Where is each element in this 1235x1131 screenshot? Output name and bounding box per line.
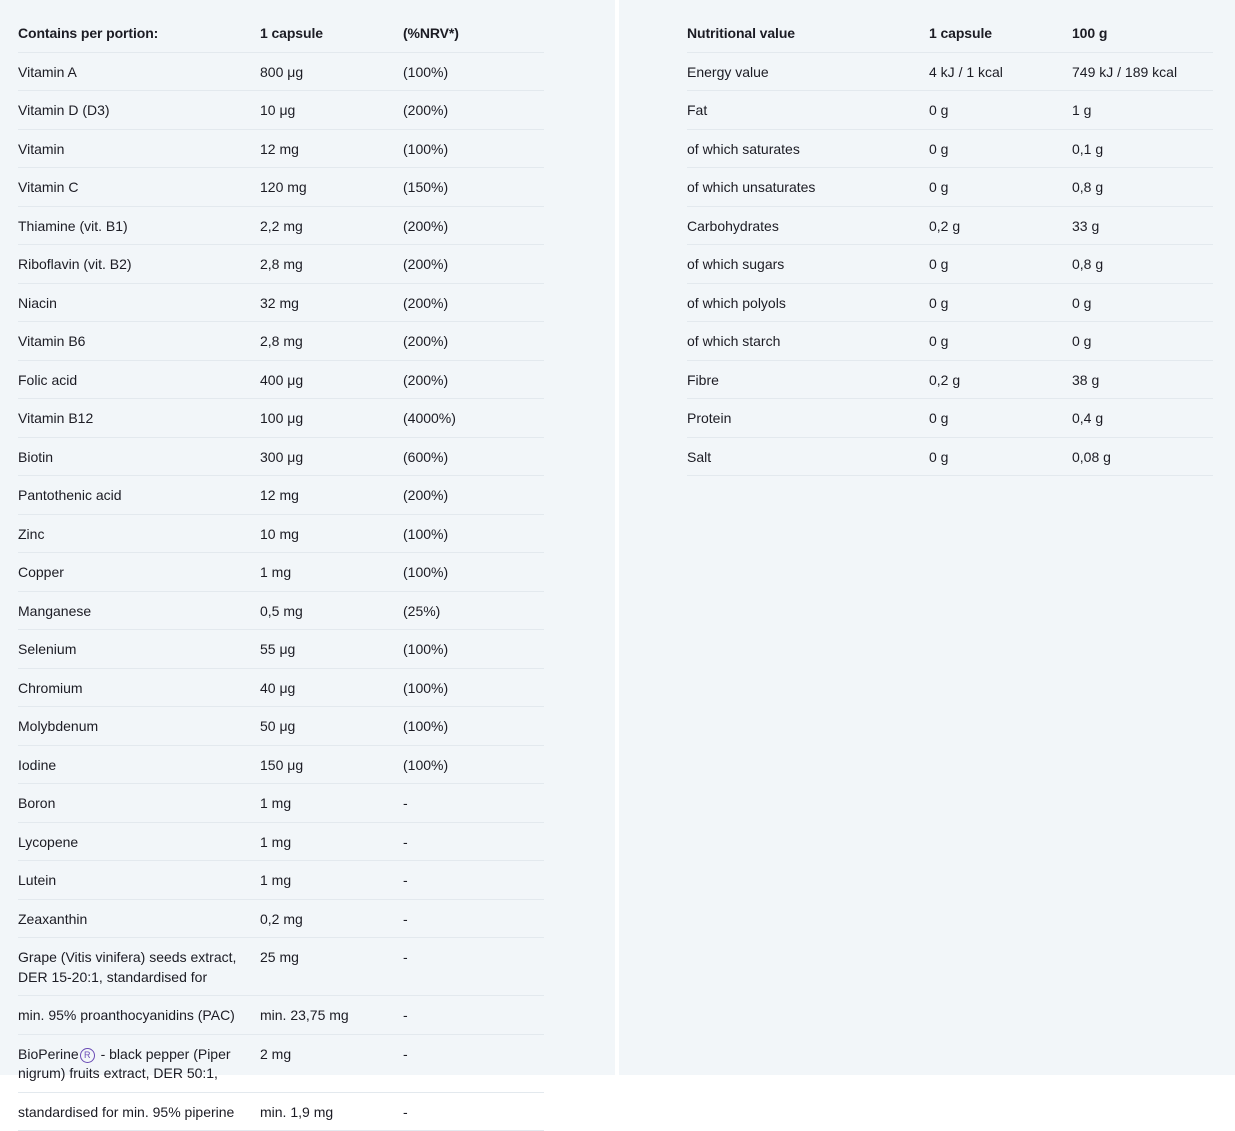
ingredient-nrv: (150%): [403, 168, 544, 207]
ingredient-amount: 150 μg: [260, 745, 403, 784]
nutrient-per-100g: 0 g: [1072, 322, 1213, 361]
nutrition-panel: [619, 0, 1235, 1075]
vitamins-table: [18, 14, 544, 1131]
nutrient-name: Protein: [687, 399, 929, 438]
ingredient-amount: 1 mg: [260, 553, 403, 592]
table-row: [18, 668, 544, 707]
nutrient-name: of which polyols: [687, 283, 929, 322]
ingredient-nrv: -: [403, 861, 544, 900]
nutrition-table-header-row: [687, 14, 1213, 52]
table-row: [18, 129, 544, 168]
ingredient-amount: 1 mg: [260, 822, 403, 861]
ingredient-amount: 50 μg: [260, 707, 403, 746]
ingredient-nrv: (100%): [403, 745, 544, 784]
table-row: [18, 283, 544, 322]
ingredient-nrv: (600%): [403, 437, 544, 476]
ingredient-nrv: (200%): [403, 245, 544, 284]
ingredient-nrv: (100%): [403, 129, 544, 168]
nutrient-per-capsule: 4 kJ / 1 kcal: [929, 52, 1072, 91]
ingredient-nrv: (100%): [403, 668, 544, 707]
header-100g: 100 g: [1072, 14, 1213, 52]
ingredient-nrv: (100%): [403, 553, 544, 592]
table-row: [18, 591, 544, 630]
ingredient-name: Vitamin C: [18, 168, 260, 207]
ingredient-name: Manganese: [18, 591, 260, 630]
ingredient-name: Selenium: [18, 630, 260, 669]
ingredient-name: Vitamin B6: [18, 322, 260, 361]
ingredient-name: Boron: [18, 784, 260, 823]
header-1-capsule: 1 capsule: [260, 14, 403, 52]
table-row: [687, 129, 1213, 168]
ingredient-amount: 25 mg: [260, 938, 403, 996]
nutrient-per-100g: 0,1 g: [1072, 129, 1213, 168]
ingredient-name: min. 95% proanthocyanidins (PAC): [18, 996, 260, 1035]
ingredient-nrv: (200%): [403, 360, 544, 399]
ingredient-amount: 1 mg: [260, 784, 403, 823]
table-row: [18, 630, 544, 669]
ingredient-name: Grape (Vitis vinifera) seeds extract, DER 15-20:1, standardised for: [18, 938, 260, 996]
nutrient-per-100g: 0,4 g: [1072, 399, 1213, 438]
ingredient-amount: 2,8 mg: [260, 245, 403, 284]
ingredient-name: [18, 1034, 260, 1092]
ingredient-amount: 10 mg: [260, 514, 403, 553]
ingredient-amount: min. 1,9 mg: [260, 1092, 403, 1131]
table-row: [687, 437, 1213, 476]
table-row: [18, 784, 544, 823]
table-row: [18, 360, 544, 399]
ingredient-amount: 32 mg: [260, 283, 403, 322]
header-1-capsule: 1 capsule: [929, 14, 1072, 52]
table-row: [18, 861, 544, 900]
nutrient-per-capsule: 0 g: [929, 283, 1072, 322]
nutrient-name: of which starch: [687, 322, 929, 361]
table-row: [687, 360, 1213, 399]
bioperine-brand: BioPerine: [18, 1045, 79, 1062]
nutrient-per-capsule: 0 g: [929, 399, 1072, 438]
ingredient-nrv: (100%): [403, 630, 544, 669]
ingredient-amount: 300 μg: [260, 437, 403, 476]
nutrient-per-capsule: 0 g: [929, 245, 1072, 284]
table-row: [687, 91, 1213, 130]
ingredient-nrv: -: [403, 899, 544, 938]
nutrient-per-capsule: 0 g: [929, 91, 1072, 130]
ingredient-name: Vitamin D (D3): [18, 91, 260, 130]
ingredient-name: Molybdenum: [18, 707, 260, 746]
table-row: [18, 938, 544, 996]
header-nrv: (%NRV*): [403, 14, 544, 52]
table-row: [687, 399, 1213, 438]
ingredient-amount: 40 μg: [260, 668, 403, 707]
ingredient-name: Iodine: [18, 745, 260, 784]
ingredient-amount: 100 μg: [260, 399, 403, 438]
ingredient-nrv: (200%): [403, 283, 544, 322]
table-row: [687, 245, 1213, 284]
nutrient-per-100g: 33 g: [1072, 206, 1213, 245]
nutrient-name: Carbohydrates: [687, 206, 929, 245]
ingredient-name: Zeaxanthin: [18, 899, 260, 938]
ingredient-amount: 2,2 mg: [260, 206, 403, 245]
nutrient-per-100g: 0 g: [1072, 283, 1213, 322]
nutrient-name: of which unsaturates: [687, 168, 929, 207]
table-row: [18, 745, 544, 784]
ingredient-amount: 12 mg: [260, 476, 403, 515]
ingredient-nrv: (100%): [403, 707, 544, 746]
nutrient-name: Salt: [687, 437, 929, 476]
nutrient-name: Energy value: [687, 52, 929, 91]
table-row: [687, 52, 1213, 91]
ingredient-name: standardised for min. 95% piperine: [18, 1092, 260, 1131]
ingredient-name: Chromium: [18, 668, 260, 707]
table-row: [18, 91, 544, 130]
table-row: [687, 283, 1213, 322]
ingredient-amount: 12 mg: [260, 129, 403, 168]
table-row: [18, 322, 544, 361]
ingredient-name: Niacin: [18, 283, 260, 322]
nutrient-per-capsule: 0 g: [929, 437, 1072, 476]
table-row: [18, 476, 544, 515]
ingredient-nrv: -: [403, 1034, 544, 1092]
header-contains-per-portion: Contains per portion:: [18, 14, 260, 52]
bioperine-description: - black pepper (Piper nigrum) fruits extract, DER 50:1,: [18, 1045, 231, 1081]
ingredient-amount: 400 μg: [260, 360, 403, 399]
ingredient-nrv: (200%): [403, 476, 544, 515]
nutrient-name: Fibre: [687, 360, 929, 399]
ingredient-name: Vitamin B12: [18, 399, 260, 438]
nutrition-table: [687, 14, 1213, 476]
nutrient-per-capsule: 0,2 g: [929, 360, 1072, 399]
nutrient-name: Fat: [687, 91, 929, 130]
nutrient-per-100g: 38 g: [1072, 360, 1213, 399]
ingredient-name: Lutein: [18, 861, 260, 900]
nutrient-per-capsule: 0 g: [929, 322, 1072, 361]
header-nutritional-value: Nutritional value: [687, 14, 929, 52]
ingredient-nrv: -: [403, 822, 544, 861]
nutrient-per-capsule: 0 g: [929, 168, 1072, 207]
ingredient-nrv: (4000%): [403, 399, 544, 438]
table-row: [18, 437, 544, 476]
ingredient-nrv: -: [403, 938, 544, 996]
table-row: [18, 168, 544, 207]
table-row: [18, 245, 544, 284]
vitamins-panel: [0, 0, 615, 1120]
ingredient-amount: 0,5 mg: [260, 591, 403, 630]
table-row: [18, 822, 544, 861]
nutrient-per-100g: 0,08 g: [1072, 437, 1213, 476]
nutrient-name: of which sugars: [687, 245, 929, 284]
table-row: [18, 206, 544, 245]
ingredient-nrv: (200%): [403, 206, 544, 245]
ingredient-nrv: (25%): [403, 591, 544, 630]
nutrient-per-100g: 749 kJ / 189 kcal: [1072, 52, 1213, 91]
table-row: [687, 322, 1213, 361]
ingredient-name: Vitamin: [18, 129, 260, 168]
table-row: [18, 707, 544, 746]
ingredient-amount: 55 μg: [260, 630, 403, 669]
ingredient-name: Folic acid: [18, 360, 260, 399]
table-row: [18, 52, 544, 91]
ingredient-amount: 1 mg: [260, 861, 403, 900]
table-row: [18, 1092, 544, 1131]
nutrient-per-100g: 0,8 g: [1072, 168, 1213, 207]
ingredient-nrv: -: [403, 996, 544, 1035]
table-row: [687, 168, 1213, 207]
ingredient-amount: 10 μg: [260, 91, 403, 130]
ingredient-nrv: (200%): [403, 91, 544, 130]
ingredient-amount: 2,8 mg: [260, 322, 403, 361]
ingredient-name: Thiamine (vit. B1): [18, 206, 260, 245]
ingredient-amount: min. 23,75 mg: [260, 996, 403, 1035]
table-row: [18, 899, 544, 938]
vitamins-table-header-row: [18, 14, 544, 52]
ingredient-nrv: (100%): [403, 52, 544, 91]
ingredient-name: Vitamin A: [18, 52, 260, 91]
ingredient-name: Biotin: [18, 437, 260, 476]
ingredient-amount: 800 μg: [260, 52, 403, 91]
ingredient-name: Pantothenic acid: [18, 476, 260, 515]
ingredient-name: Copper: [18, 553, 260, 592]
table-row: [687, 206, 1213, 245]
nutrient-per-100g: 0,8 g: [1072, 245, 1213, 284]
nutrient-name: of which saturates: [687, 129, 929, 168]
nutrient-per-capsule: 0 g: [929, 129, 1072, 168]
table-row: [18, 514, 544, 553]
ingredient-nrv: (200%): [403, 322, 544, 361]
table-row: [18, 553, 544, 592]
nutrient-per-capsule: 0,2 g: [929, 206, 1072, 245]
ingredient-name: Lycopene: [18, 822, 260, 861]
ingredient-name: Zinc: [18, 514, 260, 553]
table-row: [18, 399, 544, 438]
ingredient-nrv: -: [403, 784, 544, 823]
ingredient-name: Riboflavin (vit. B2): [18, 245, 260, 284]
ingredient-amount: 120 mg: [260, 168, 403, 207]
table-row: [18, 996, 544, 1035]
table-row: [18, 1034, 544, 1092]
ingredient-nrv: -: [403, 1092, 544, 1131]
registered-trademark-icon: R: [80, 1048, 95, 1063]
ingredient-amount: 0,2 mg: [260, 899, 403, 938]
nutrient-per-100g: 1 g: [1072, 91, 1213, 130]
ingredient-amount: 2 mg: [260, 1034, 403, 1092]
ingredient-nrv: (100%): [403, 514, 544, 553]
